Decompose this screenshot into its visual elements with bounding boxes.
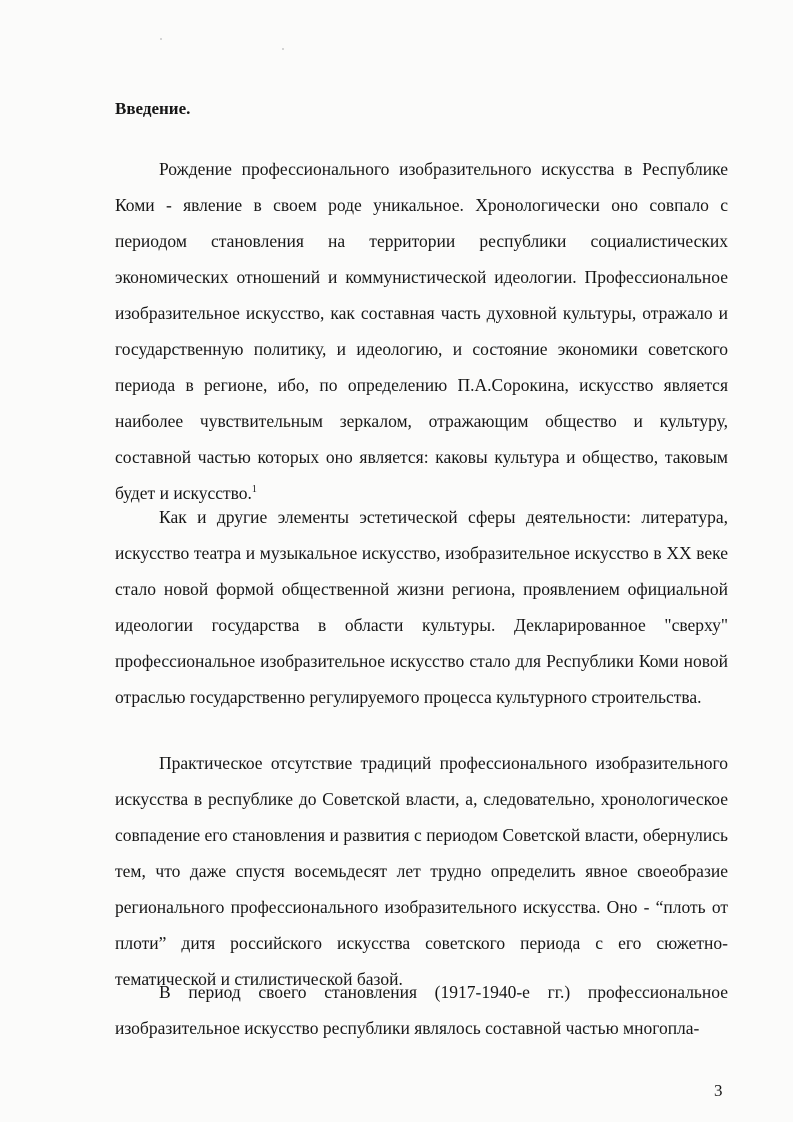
footnote-marker[interactable]: 1 [251, 483, 257, 495]
scan-speck [160, 38, 162, 40]
paragraph-1 [115, 151, 728, 511]
section-heading: Введение. [115, 99, 191, 118]
paragraph-3 [115, 745, 728, 997]
paragraph-4-text: В период своего становления (1917-1940-е гг.) профессиональное изобразительное искусство республики являлось составной частью многопла- [115, 981, 728, 1038]
paragraph-2 [115, 499, 728, 715]
page-number: 3 [714, 1081, 723, 1100]
paragraph-3-text: Практическое отсутствие традиций профессионального изобразительного искусства в республике до Советской власти, а, следовательно, хронологическое совпадение его становления и развития с периодом Советской власти, обернулись тем, что даже спустя восемьдесят лет трудно определить явное своеобразие регионального профессионального изобразительного искусства. Оно - “плоть от плоти” дитя российского искусства советского периода с его сюжетно-тематической и стилистической базой. [115, 752, 728, 989]
paragraph-4 [115, 974, 728, 1046]
scan-speck [282, 48, 284, 50]
paragraph-2-text: Как и другие элементы эстетической сферы деятельности: литература, искусство театра и музыкальное искусство, изобразительное искусство в XX веке стало новой формой общественной жизни региона, проявлением официальной идеологии государства в области культуры. Декларированное "сверху" профессиональное изобразительное искусство стало для Республики Коми новой отраслью государственно регулируемого процесса культурного строительства. [115, 506, 728, 707]
paragraph-1-text: Рождение профессионального изобразительного искусства в Республике Коми - явление в своем роде уникальное. Хронологически оно совпало с периодом становления на территории республики социалистических экономических отношений и коммунистической идеологии. Профессиональное изобразительное искусство, как составная часть духовной культуры, отражало и государственную политику, и идеологию, и состояние экономики советского периода в регионе, ибо, по определению П.А.Сорокина, искусство является наиболее чувствительным зеркалом, отражающим общество и культуру, составной частью которых оно является: каковы культура и общество, таковым будет и искусство. [115, 158, 728, 503]
